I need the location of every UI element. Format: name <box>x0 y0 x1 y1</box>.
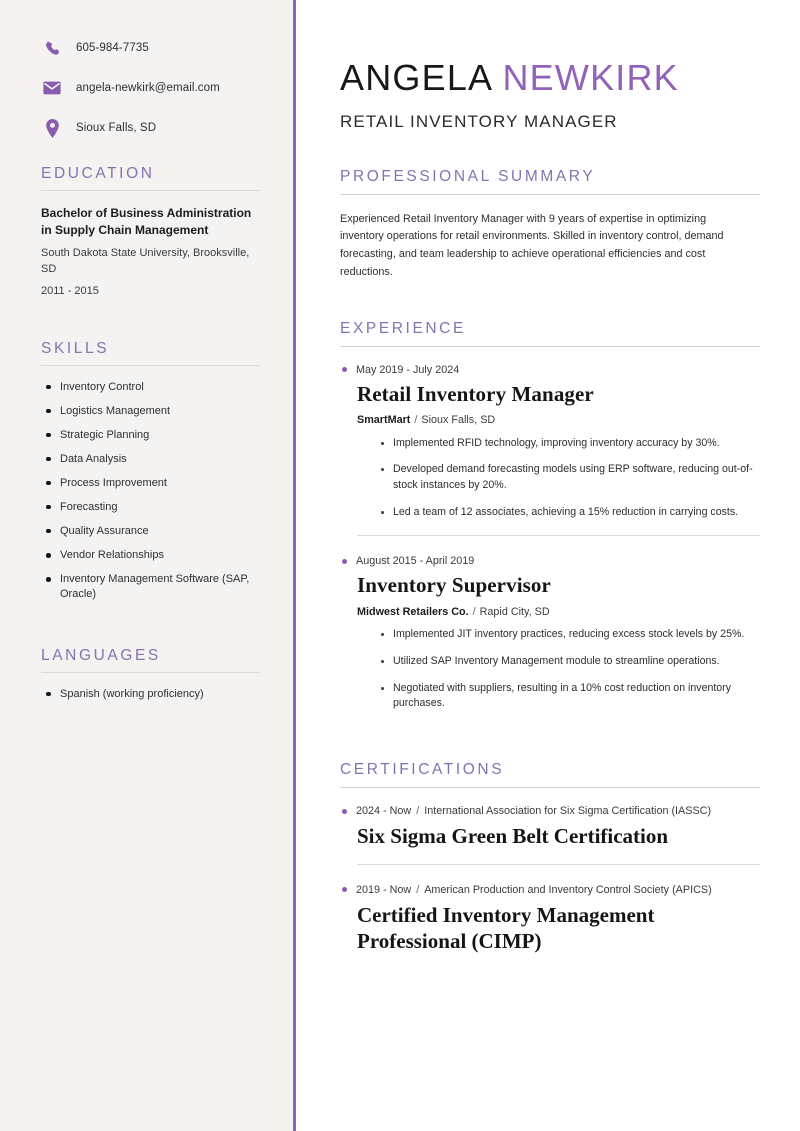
certification-issuer: International Association for Six Sigma Certification (IASSC) <box>424 805 712 818</box>
list-item: Logistics Management <box>41 404 260 419</box>
education-school: South Dakota State University, Brooksville, SD <box>41 247 250 275</box>
languages-heading: LANGUAGES <box>41 646 161 664</box>
entry-meta <box>357 605 760 619</box>
spacer <box>41 611 260 643</box>
experience-divider <box>340 346 760 347</box>
certification-dates: 2019 - Now <box>356 883 412 896</box>
experience-entry <box>340 554 760 712</box>
list-item: Data Analysis <box>41 452 260 467</box>
certification-title: Six Sigma Green Belt Certification <box>357 824 669 849</box>
summary-text: Experienced Retail Inventory Manager with 9 years of expertise in optimizing inventory operations for retail environments. Skilled in inventory control, demand forecasting, and team leadership to achieve operational efficiencies and cost reductions. <box>340 212 724 279</box>
list-item: Inventory Control <box>41 380 260 395</box>
list-item: Negotiated with suppliers, resulting in a 10% cost reduction on inventory purchases. <box>380 681 758 713</box>
entry-separator-line <box>357 864 760 865</box>
list-item: Implemented RFID technology, improving inventory accuracy by 30%. <box>380 436 758 452</box>
certifications-heading: CERTIFICATIONS <box>340 761 505 779</box>
certification-entry <box>340 883 760 955</box>
entry-bullet-list <box>380 627 758 713</box>
email-text: angela-newkirk@email.com <box>76 81 220 94</box>
summary-divider <box>340 194 760 195</box>
entry-meta <box>357 413 760 427</box>
education-degree: Bachelor of Business Administration in Supply Chain Management <box>41 206 252 238</box>
list-item: Inventory Management Software (SAP, Oracle) <box>41 572 260 601</box>
entry-separator: / <box>414 414 418 427</box>
list-item: Utilized SAP Inventory Management module to streamline operations. <box>380 654 758 670</box>
section-languages <box>41 647 260 702</box>
phone-text: 605-984-7735 <box>76 41 149 54</box>
contact-location <box>41 118 260 138</box>
entry-separator: / <box>472 605 476 618</box>
list-item: Developed demand forecasting models using ERP software, reducing out-of-stock instances by 20%. <box>380 462 758 494</box>
location-pin-icon <box>41 118 63 138</box>
summary-heading: PROFESSIONAL SUMMARY <box>340 167 596 185</box>
page-title <box>340 58 760 98</box>
experience-entry <box>340 363 760 521</box>
entry-bullet-list <box>380 436 758 522</box>
spacer <box>340 282 760 320</box>
education-heading: EDUCATION <box>41 165 155 182</box>
list-item: Process Improvement <box>41 476 260 491</box>
spacer <box>340 723 760 761</box>
list-item: Led a team of 12 associates, achieving a 15% reduction in carrying costs. <box>380 505 758 521</box>
section-skills <box>41 340 260 601</box>
certifications-divider <box>340 787 760 788</box>
section-experience <box>340 320 760 712</box>
experience-heading: EXPERIENCE <box>340 319 466 337</box>
envelope-icon <box>41 78 63 98</box>
certification-separator: / <box>416 883 420 896</box>
list-item: Implemented JIT inventory practices, reducing excess stock levels by 25%. <box>380 627 758 643</box>
entry-dates: May 2019 - July 2024 <box>340 363 760 377</box>
languages-divider <box>41 672 260 673</box>
main-content <box>296 0 800 1131</box>
education-dates: 2011 - 2015 <box>41 285 99 298</box>
certification-meta <box>340 804 760 818</box>
skills-heading: SKILLS <box>41 339 110 357</box>
list-item: Strategic Planning <box>41 428 260 443</box>
list-item: Spanish (working proficiency) <box>41 687 260 702</box>
skills-list <box>41 380 260 601</box>
certification-entry <box>340 804 760 849</box>
certification-issuer: American Production and Inventory Control Society (APICS) <box>424 883 712 896</box>
location-text: Sioux Falls, SD <box>76 121 157 134</box>
entry-role: Retail Inventory Manager <box>357 381 594 406</box>
certification-dates: 2024 - Now <box>356 805 412 818</box>
entry-company: Midwest Retailers Co. <box>357 605 469 618</box>
list-item: Vendor Relationships <box>41 548 260 563</box>
languages-list <box>41 687 260 702</box>
phone-icon <box>41 38 63 58</box>
section-certifications <box>340 761 760 954</box>
entry-dates: August 2015 - April 2019 <box>340 554 760 568</box>
contact-phone <box>41 38 260 58</box>
section-education <box>41 165 260 300</box>
job-title: RETAIL INVENTORY MANAGER <box>340 111 618 131</box>
contact-email <box>41 78 260 98</box>
education-divider <box>41 190 260 191</box>
certification-separator: / <box>416 805 420 818</box>
contact-list <box>41 38 260 138</box>
certification-title: Certified Inventory Management Professional (CIMP) <box>357 902 655 953</box>
first-name: ANGELA <box>340 57 492 98</box>
entry-separator-line <box>357 535 760 536</box>
skills-divider <box>41 365 260 366</box>
sidebar <box>0 0 293 1131</box>
entry-role: Inventory Supervisor <box>357 573 551 598</box>
entry-location: Rapid City, SD <box>479 605 550 618</box>
entry-company: SmartMart <box>357 414 411 427</box>
last-name: NEWKIRK <box>502 57 679 98</box>
list-item: Forecasting <box>41 500 260 515</box>
spacer <box>41 300 260 336</box>
list-item: Quality Assurance <box>41 524 260 539</box>
certification-meta <box>340 883 760 897</box>
entry-location: Sioux Falls, SD <box>421 414 496 427</box>
section-professional-summary <box>340 168 760 282</box>
